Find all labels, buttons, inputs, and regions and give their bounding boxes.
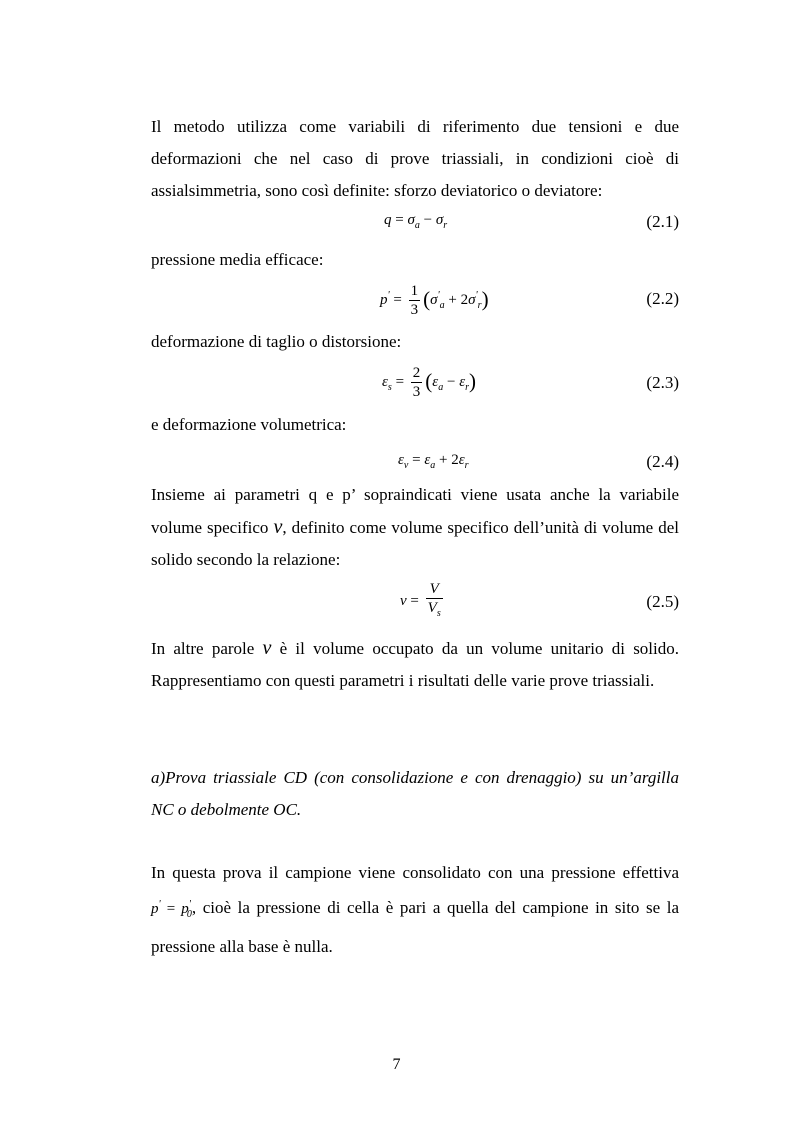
paragraph-volume-specifico: Insieme ai parametri q e p’ sopraindicati viene usata anche la variabile volume specifico v, definito come volume specifico dell’unità di volume del solido secondo la relazione: bbox=[151, 485, 680, 569]
paragraph-deformazione-taglio: deformazione di taglio o distorsione: bbox=[151, 332, 402, 351]
equation-2-3: $\varepsilon_s$ = $\frac{2}{3}$ $(\varepsilon_a - \varepsilon_r)$ bbox=[382, 365, 477, 400]
equation-number-2-5: (2.5) bbox=[646, 592, 679, 611]
equation-2-1: $q = \sigma_a - \sigma_r$ bbox=[384, 212, 448, 231]
paragraph-altre-parole: In altre parole v è il volume occupato da un volume unitario di solido. Rappresentiamo con questi parametri i risultati delle varie prove triassiali. bbox=[151, 637, 680, 690]
equation-number-2-1: (2.1) bbox=[646, 212, 679, 231]
symbol-v-2: v bbox=[262, 637, 272, 659]
equation-2-4: $\varepsilon_v = \varepsilon_a + 2\varepsilon_r$ bbox=[398, 452, 469, 471]
fraction-two-thirds: $\frac{2}{3}$ bbox=[412, 365, 421, 400]
fraction-V-over-Vs: $\frac{V}{V_s}$ bbox=[427, 581, 441, 619]
fraction-one-third: $\frac{1}{3}$ bbox=[410, 283, 419, 318]
paragraph-intro-text: Il metodo utilizza come variabili di riferimento due tensioni e due deformazioni che nel caso di prove triassiali, in condizioni cioè di assialsimmetria, sono così definite: sforzo deviatorico o deviatore: bbox=[151, 117, 679, 200]
paragraph-prova: In questa prova il campione viene consolidato con una pressione effettiva $p' = p'_0$, cioè la pressione di cella è pari a quella del campione in sito se la pressione alla base è nulla. bbox=[151, 863, 680, 956]
paragraph-intro bbox=[151, 111, 679, 207]
paragraph-deformazione-volumetrica: e deformazione volumetrica: bbox=[151, 415, 347, 434]
paragraph-pressione: pressione media efficace: bbox=[151, 250, 324, 269]
inline-equation-p0: $p' = p'_0$ bbox=[151, 899, 192, 920]
section-heading-prova-cd: a)Prova triassiale CD (con consolidazione e con drenaggio) su un’argilla NC o debolmente OC. bbox=[151, 768, 679, 819]
equation-number-2-3: (2.3) bbox=[646, 373, 679, 392]
equation-number-2-4: (2.4) bbox=[646, 452, 679, 471]
equation-2-2: p' = $\frac{1}{3}$ $(\sigma'_a + 2\sigma'_r)$ bbox=[380, 283, 489, 318]
equation-2-5: v = $\frac{V}{V_s}$ bbox=[400, 580, 446, 623]
page-number: 7 bbox=[392, 1056, 401, 1073]
equation-number-2-2: (2.2) bbox=[646, 289, 679, 308]
symbol-v: v bbox=[273, 516, 283, 538]
